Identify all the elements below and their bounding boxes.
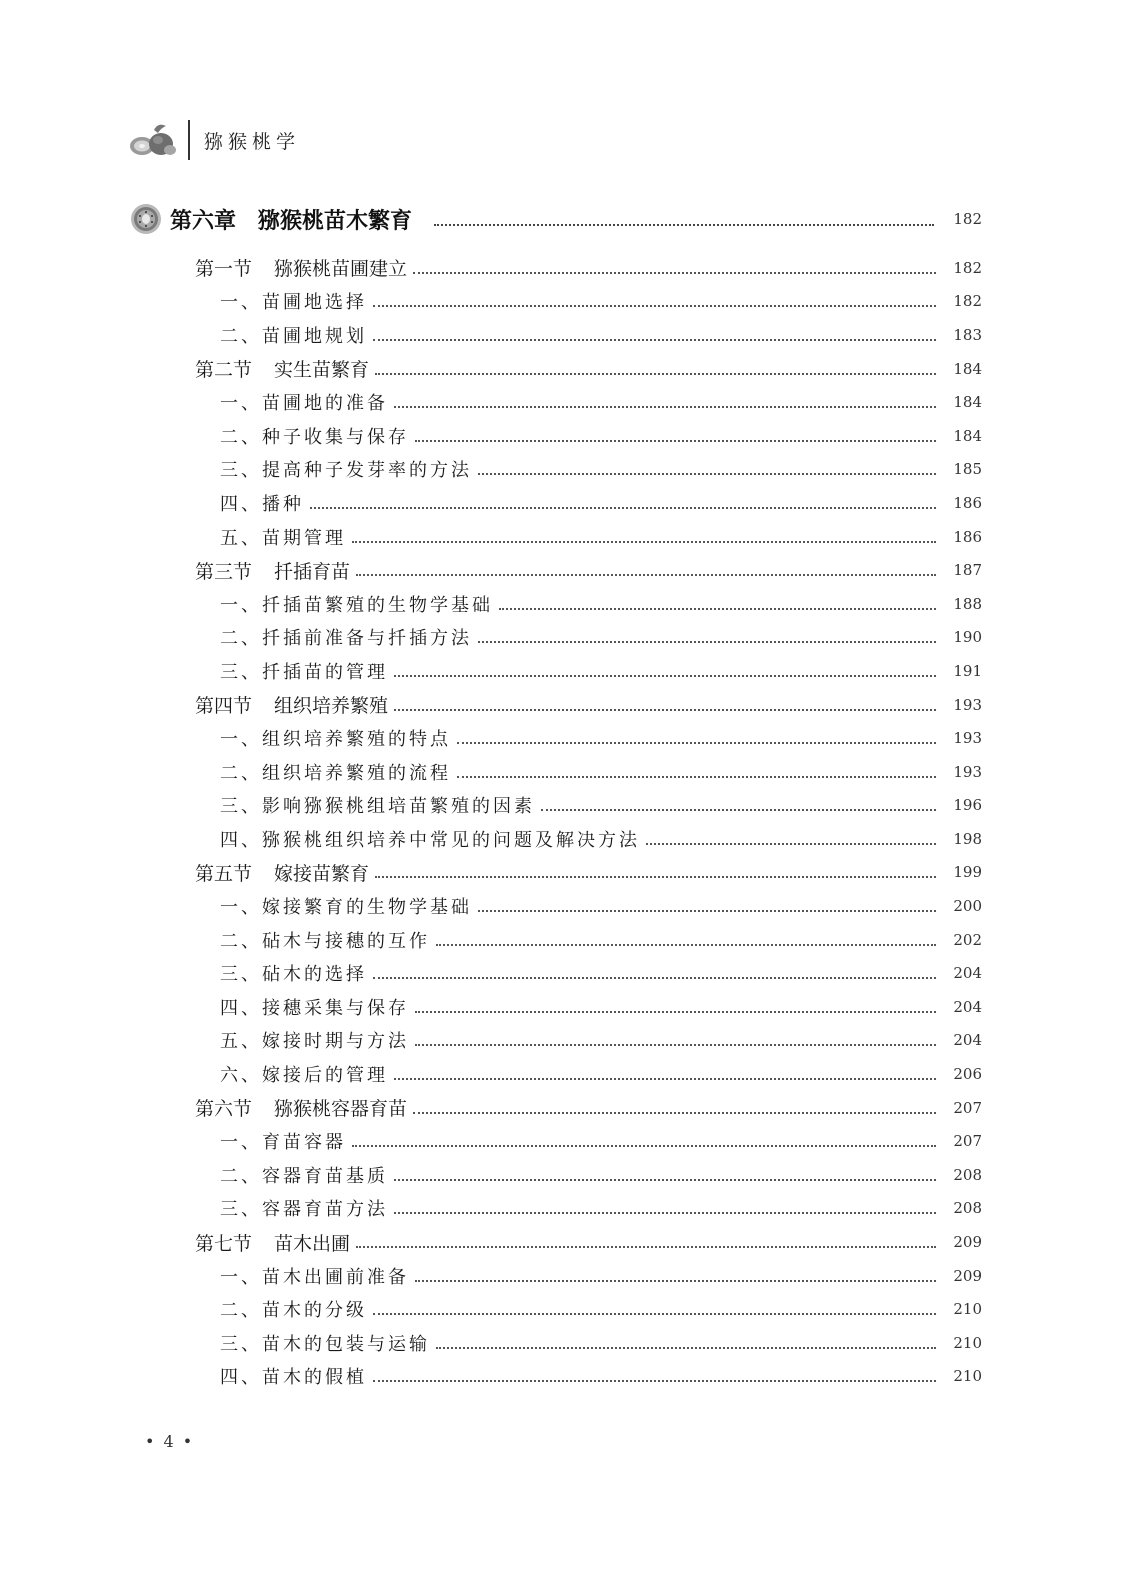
toc-subsection-entry[interactable] — [0, 1326, 982, 1360]
kiwi-slice-icon — [130, 203, 162, 235]
dot-leader — [415, 1011, 936, 1013]
dot-leader — [478, 910, 936, 912]
dot-leader — [413, 1112, 936, 1114]
page-number: 202 — [953, 930, 982, 949]
dot-leader — [373, 1380, 936, 1382]
toc-subsection-entry[interactable] — [0, 587, 982, 621]
kiwifruit-logo-icon — [128, 120, 178, 160]
page-number: 210 — [953, 1300, 982, 1319]
subsection-label: 三、影响猕猴桃组培苗繁殖的因素 — [220, 796, 535, 818]
section-label: 第七节 — [195, 1232, 253, 1255]
page-number: 208 — [953, 1199, 982, 1218]
page-number: 204 — [953, 1031, 982, 1050]
page-number: 183 — [953, 325, 982, 344]
subsection-label: 三、苗木的包装与运输 — [220, 1333, 430, 1355]
page-number: 207 — [953, 1098, 982, 1117]
subsection-label: 一、苗圃地选择 — [220, 292, 367, 314]
subsection-label: 二、苗木的分级 — [220, 1300, 367, 1322]
chapter-page-number: 182 — [953, 210, 982, 228]
page-number: 182 — [953, 258, 982, 277]
section-label: 第一节 — [195, 258, 253, 281]
toc-section-entry[interactable] — [0, 688, 982, 722]
toc-subsection-entry[interactable] — [0, 486, 982, 520]
toc-subsection-entry[interactable] — [0, 1259, 982, 1293]
dot-leader — [310, 507, 936, 509]
toc-subsection-entry[interactable] — [0, 318, 982, 352]
dot-leader — [394, 1179, 936, 1181]
dot-leader — [356, 574, 936, 576]
dot-leader — [478, 641, 936, 643]
dot-leader — [352, 541, 936, 543]
page-number: 187 — [953, 561, 982, 580]
dot-leader — [375, 876, 936, 878]
toc-subsection-entry[interactable] — [0, 956, 982, 990]
page-number: 184 — [953, 393, 982, 412]
dot-leader — [415, 1280, 936, 1282]
page-number: 210 — [953, 1367, 982, 1386]
page-number: 198 — [953, 829, 982, 848]
page-number: 190 — [953, 628, 982, 647]
subsection-label: 二、组织培养繁殖的流程 — [220, 762, 451, 784]
page-number: 193 — [953, 695, 982, 714]
subsection-label: 一、苗木出圃前准备 — [220, 1266, 409, 1288]
toc-subsection-entry[interactable] — [0, 285, 982, 319]
page-number: 185 — [953, 460, 982, 479]
dot-leader — [415, 1044, 936, 1046]
subsection-label: 三、容器育苗方法 — [220, 1199, 388, 1221]
toc-subsection-entry[interactable] — [0, 1292, 982, 1326]
chapter-label: 第六章 — [170, 208, 237, 234]
dot-leader — [457, 742, 936, 744]
subsection-label: 三、扦插苗的管理 — [220, 661, 388, 683]
page-number: 193 — [953, 762, 982, 781]
toc-subsection-entry[interactable] — [0, 721, 982, 755]
dot-leader — [394, 675, 936, 677]
page-number: 204 — [953, 964, 982, 983]
dot-leader — [394, 1212, 936, 1214]
page-number: 188 — [953, 594, 982, 613]
section-label: 第五节 — [195, 862, 253, 885]
section-title: 苗木出圃 — [274, 1232, 351, 1255]
page-number: 193 — [953, 729, 982, 748]
toc-section-entry[interactable] — [0, 1225, 982, 1259]
table-of-contents — [0, 251, 1133, 1393]
dot-leader — [356, 1246, 936, 1248]
toc-subsection-entry[interactable] — [0, 1192, 982, 1226]
toc-subsection-entry[interactable] — [0, 385, 982, 419]
dot-leader — [436, 1347, 936, 1349]
toc-section-entry[interactable] — [0, 251, 982, 285]
toc-subsection-entry[interactable] — [0, 789, 982, 823]
chapter-title: 猕猴桃苗木繁育 — [258, 208, 413, 234]
subsection-label: 四、苗木的假植 — [220, 1367, 367, 1389]
page-number: 184 — [953, 426, 982, 445]
toc-subsection-entry[interactable] — [0, 1360, 982, 1394]
toc-subsection-entry[interactable] — [0, 755, 982, 789]
subsection-label: 五、嫁接时期与方法 — [220, 1031, 409, 1053]
dot-leader — [499, 608, 936, 610]
toc-subsection-entry[interactable] — [0, 990, 982, 1024]
page-number: 206 — [953, 1065, 982, 1084]
section-title: 猕猴桃容器育苗 — [274, 1098, 408, 1121]
section-label: 第三节 — [195, 560, 253, 583]
subsection-label: 二、苗圃地规划 — [220, 325, 367, 347]
dot-leader — [541, 809, 936, 811]
toc-section-entry[interactable] — [0, 352, 982, 386]
section-title: 猕猴桃苗圃建立 — [274, 258, 408, 281]
dot-leader — [434, 224, 934, 226]
dot-leader — [394, 406, 936, 408]
toc-subsection-entry[interactable] — [0, 822, 982, 856]
page-number: 196 — [953, 796, 982, 815]
dot-leader — [373, 305, 936, 307]
toc-subsection-entry[interactable] — [0, 654, 982, 688]
page-number: 209 — [953, 1266, 982, 1285]
subsection-label: 一、苗圃地的准备 — [220, 393, 388, 415]
dot-leader — [415, 440, 936, 442]
subsection-label: 二、容器育苗基质 — [220, 1165, 388, 1187]
toc-subsection-entry[interactable] — [0, 621, 982, 655]
page-number: 208 — [953, 1165, 982, 1184]
page-number: 186 — [953, 493, 982, 512]
subsection-label: 二、砧木与接穗的互作 — [220, 930, 430, 952]
toc-subsection-entry[interactable] — [0, 520, 982, 554]
dot-leader — [646, 843, 936, 845]
page-number: 182 — [953, 292, 982, 311]
dot-leader — [478, 473, 936, 475]
subsection-label: 四、接穗采集与保存 — [220, 997, 409, 1019]
subsection-label: 四、播种 — [220, 493, 304, 515]
page-number: 186 — [953, 527, 982, 546]
subsection-label: 一、嫁接繁育的生物学基础 — [220, 897, 472, 919]
toc-subsection-entry[interactable] — [0, 1158, 982, 1192]
chapter-entry[interactable] — [130, 199, 982, 239]
dot-leader — [375, 373, 936, 375]
subsection-label: 五、苗期管理 — [220, 527, 346, 549]
dot-leader — [352, 1145, 936, 1147]
subsection-label: 三、砧木的选择 — [220, 964, 367, 986]
section-title: 实生苗繁育 — [274, 359, 370, 382]
dot-leader — [373, 1313, 936, 1315]
subsection-label: 一、组织培养繁殖的特点 — [220, 729, 451, 751]
subsection-label: 一、扦插苗繁殖的生物学基础 — [220, 594, 493, 616]
section-label: 第二节 — [195, 359, 253, 382]
toc-section-entry[interactable] — [0, 1091, 982, 1125]
dot-leader — [413, 272, 936, 274]
section-title: 组织培养繁殖 — [274, 695, 389, 718]
page-number: 204 — [953, 997, 982, 1016]
subsection-label: 二、种子收集与保存 — [220, 426, 409, 448]
subsection-label: 一、育苗容器 — [220, 1132, 346, 1154]
dot-leader — [394, 709, 936, 711]
toc-section-entry[interactable] — [0, 553, 982, 587]
section-label: 第四节 — [195, 695, 253, 718]
subsection-label: 四、猕猴桃组织培养中常见的问题及解决方法 — [220, 829, 640, 851]
dot-leader — [436, 944, 936, 946]
dot-leader — [394, 1078, 936, 1080]
toc-section-entry[interactable] — [0, 856, 982, 890]
toc-subsection-entry[interactable] — [0, 1024, 982, 1058]
toc-subsection-entry[interactable] — [0, 1057, 982, 1091]
page-number: 184 — [953, 359, 982, 378]
dot-leader — [373, 339, 936, 341]
page-number: 191 — [953, 661, 982, 680]
page-number: 207 — [953, 1132, 982, 1151]
header-divider — [188, 120, 190, 160]
page-folio: • 4 • — [145, 1432, 195, 1451]
subsection-label: 二、扦插前准备与扦插方法 — [220, 628, 472, 650]
running-header — [128, 116, 300, 164]
page-number: 199 — [953, 863, 982, 882]
section-title: 扦插育苗 — [274, 560, 351, 583]
toc-subsection-entry[interactable] — [0, 419, 982, 453]
toc-subsection-entry[interactable] — [0, 453, 982, 487]
page-number: 200 — [953, 897, 982, 916]
subsection-label: 六、嫁接后的管理 — [220, 1065, 388, 1087]
toc-subsection-entry[interactable] — [0, 889, 982, 923]
page-number: 209 — [953, 1233, 982, 1252]
book-title: 猕猴桃学 — [204, 130, 301, 153]
toc-subsection-entry[interactable] — [0, 1124, 982, 1158]
section-label: 第六节 — [195, 1098, 253, 1121]
toc-subsection-entry[interactable] — [0, 923, 982, 957]
dot-leader — [373, 977, 936, 979]
dot-leader — [457, 776, 936, 778]
page-number: 210 — [953, 1333, 982, 1352]
section-title: 嫁接苗繁育 — [274, 862, 370, 885]
subsection-label: 三、提高种子发芽率的方法 — [220, 460, 472, 482]
